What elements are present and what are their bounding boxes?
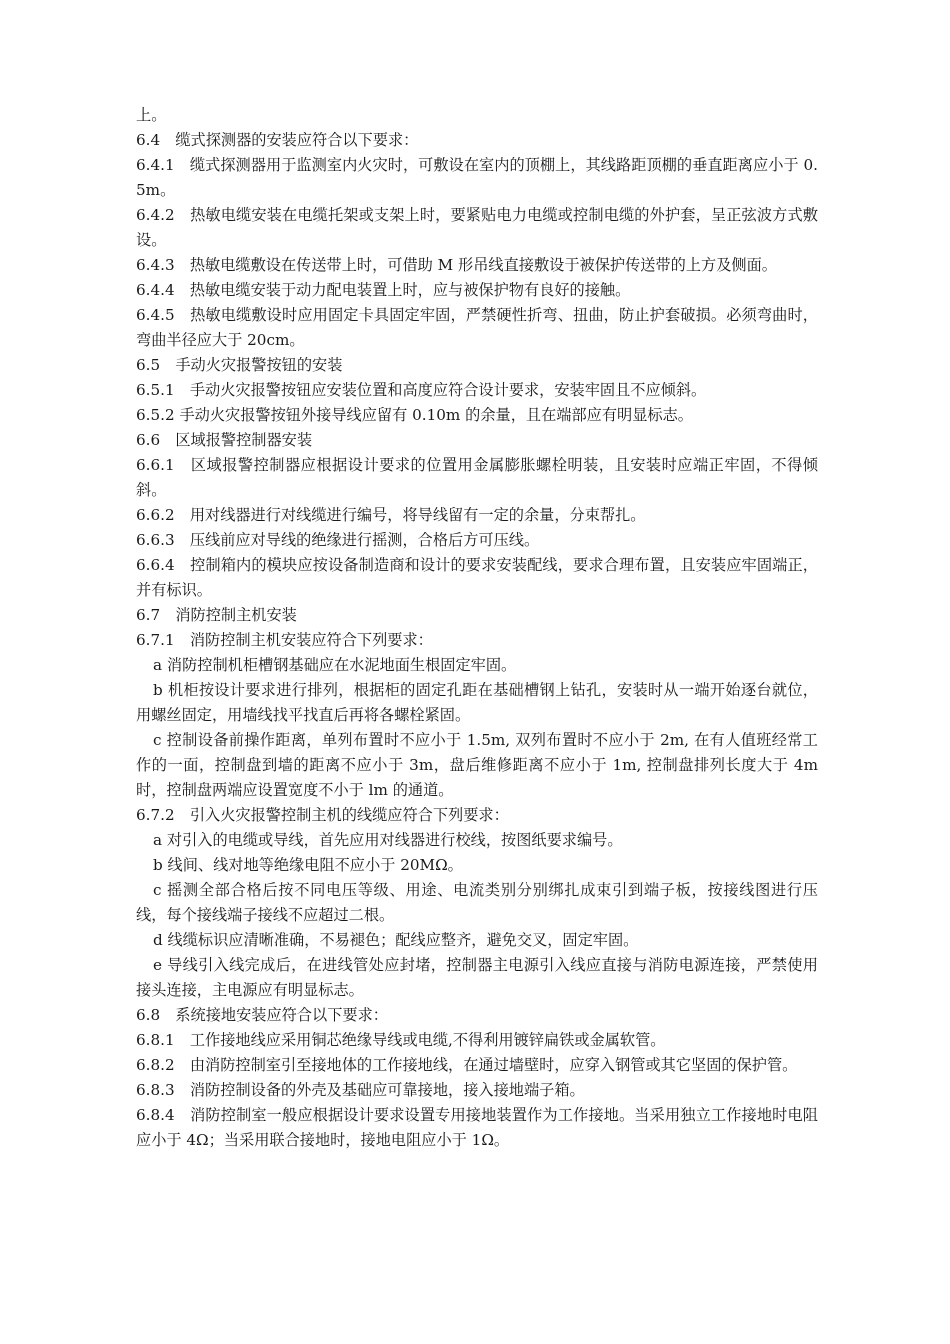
paragraph-6-4-2: 6.4.2 热敏电缆安装在电缆托架或支架上时，要紧贴电力电缆或控制电缆的外护套，呈正弦波方式敷设。 — [136, 206, 818, 249]
paragraph-6-8-1: 6.8.1 工作接地线应采用铜芯绝缘导线或电缆,不得利用镀锌扁铁或金属软管。 — [136, 1031, 666, 1049]
list-item-6-7-2-e: e 导线引入线完成后，在进线管处应封堵，控制器主电源引入线应直接与消防电源连接，严禁使用接头连接，主电源应有明显标志。 — [136, 956, 818, 999]
paragraph-6-7-1: 6.7.1 消防控制主机安装应符合下列要求： — [136, 631, 433, 649]
section-heading-6-8: 6.8 系统接地安装应符合以下要求： — [136, 1006, 388, 1024]
paragraph-6-4-5: 6.4.5 热敏电缆敷设时应用固定卡具固定牢固，严禁硬性折弯、扭曲，防止护套破损。必须弯曲时，弯曲半径应大于 20cm。 — [136, 306, 818, 349]
paragraph-6-6-1: 6.6.1 区域报警控制器应根据设计要求的位置用金属膨胀螺栓明装，且安装时应端正牢固，不得倾斜。 — [136, 456, 818, 499]
list-item-6-7-1-c: c 控制设备前操作距离，单列布置时不应小于 1.5m, 双列布置时不应小于 2m, 在有人值班经常工作的一面，控制盘到墙的距离不应小于 3m，盘后维修距离不应小于 1m, 控制盘排列长度大于 4m 时，控制盘两端应设置宽度不小于 lm 的通道。 — [136, 731, 818, 799]
paragraph-6-8-4: 6.8.4 消防控制室一般应根据设计要求设置专用接地装置作为工作接地。当采用独立工作接地时电阻应小于 4Ω；当采用联合接地时，接地电阻应小于 1Ω。 — [136, 1106, 818, 1149]
paragraph-6-4-1: 6.4.1 缆式探测器用于监测室内火灾时，可敷设在室内的顶棚上，其线路距顶棚的垂直距离应小于 0.5m。 — [136, 156, 818, 199]
section-heading-6-6: 6.6 区域报警控制器安装 — [136, 431, 313, 449]
list-item-6-7-2-c: c 摇测全部合格后按不同电压等级、用途、电流类别分别绑扎成束引到端子板，按接线图进行压线，每个接线端子接线不应超过二根。 — [136, 881, 818, 924]
document-body — [136, 103, 818, 1153]
paragraph-6-6-4: 6.6.4 控制箱内的模块应按设备制造商和设计的要求安装配线，要求合理布置，且安装应牢固端正，并有标识。 — [136, 556, 818, 599]
list-item-6-7-2-d: d 线缆标识应清晰准确，不易褪色；配线应整齐，避免交叉，固定牢固。 — [153, 931, 639, 949]
section-heading-6-5: 6.5 手动火灾报警按钮的安装 — [136, 356, 343, 374]
paragraph-continuation: 上。 — [136, 106, 167, 124]
paragraph-6-5-1: 6.5.1 手动火灾报警按钮应安装位置和高度应符合设计要求，安装牢固且不应倾斜。 — [136, 381, 707, 399]
list-item-6-7-2-a: a 对引入的电缆或导线，首先应用对线器进行校线，按图纸要求编号。 — [153, 831, 623, 849]
paragraph-6-5-2: 6.5.2 手动火灾报警按钮外接导线应留有 0.10m 的余量，且在端部应有明显标志。 — [136, 406, 693, 424]
paragraph-6-8-2: 6.8.2 由消防控制室引至接地体的工作接地线，在通过墙壁时，应穿入钢管或其它坚固的保护管。 — [136, 1056, 798, 1074]
paragraph-6-6-2: 6.6.2 用对线器进行对线缆进行编号，将导线留有一定的余量，分束帮扎。 — [136, 506, 646, 524]
paragraph-6-4-3: 6.4.3 热敏电缆敷设在传送带上时，可借助 M 形吊线直接敷设于被保护传送带的上方及侧面。 — [136, 256, 777, 274]
list-item-6-7-1-b: b 机柜按设计要求进行排列，根据柜的固定孔距在基础槽钢上钻孔，安装时从一端开始逐台就位，用螺丝固定，用墙线找平找直后再将各螺栓紧固。 — [136, 681, 818, 724]
list-item-6-7-2-b: b 线间、线对地等绝缘电阻不应小于 20MΩ。 — [153, 856, 463, 874]
paragraph-6-4-4: 6.4.4 热敏电缆安装于动力配电装置上时，应与被保护物有良好的接触。 — [136, 281, 631, 299]
list-item-6-7-1-a: a 消防控制机柜槽钢基础应在水泥地面生根固定牢固。 — [153, 656, 517, 674]
paragraph-6-7-2: 6.7.2 引入火灾报警控制主机的线缆应符合下列要求： — [136, 806, 509, 824]
paragraph-6-8-3: 6.8.3 消防控制设备的外壳及基础应可靠接地，接入接地端子箱。 — [136, 1081, 585, 1099]
section-heading-6-4: 6.4 缆式探测器的安装应符合以下要求： — [136, 131, 419, 149]
section-heading-6-7: 6.7 消防控制主机安装 — [136, 606, 297, 624]
paragraph-6-6-3: 6.6.3 压线前应对导线的绝缘进行摇测，合格后方可压线。 — [136, 531, 540, 549]
